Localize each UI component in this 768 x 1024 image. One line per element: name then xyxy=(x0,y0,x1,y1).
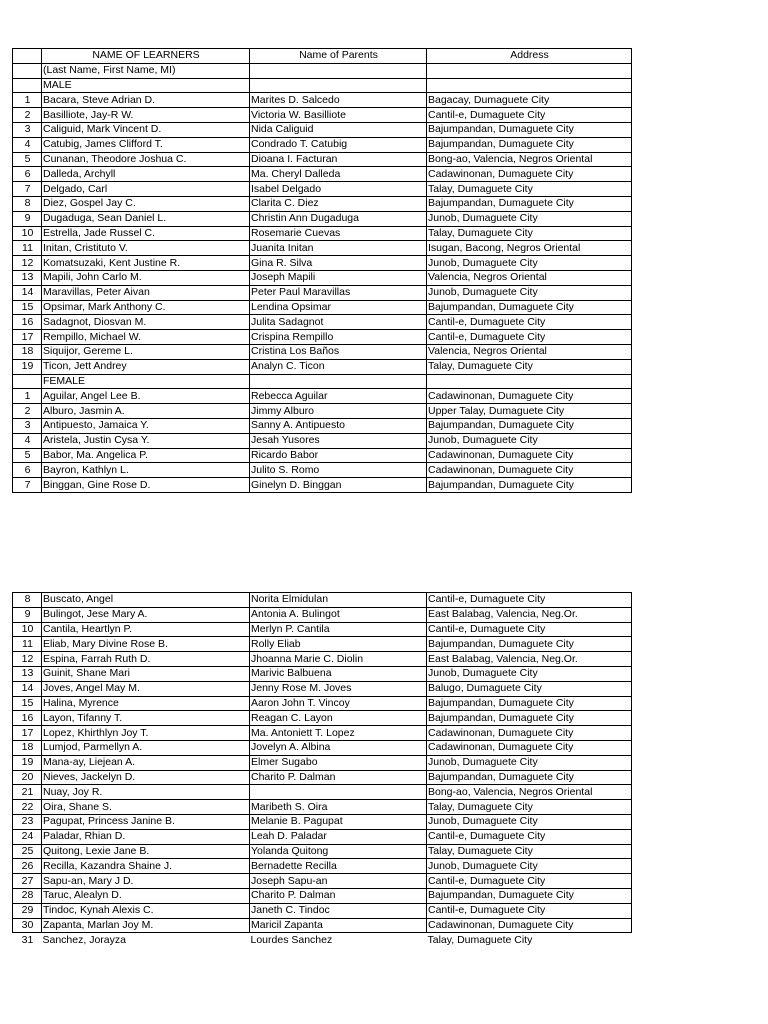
parent-name: Julito S. Romo xyxy=(250,463,427,478)
parent-name: Sanny A. Antipuesto xyxy=(250,418,427,433)
row-number: 26 xyxy=(13,859,42,874)
row-number: 12 xyxy=(13,652,42,667)
row-number: 8 xyxy=(13,196,42,211)
parent-name: Yolanda Quitong xyxy=(250,844,427,859)
table-row xyxy=(13,888,632,903)
address: Junob, Dumaguete City xyxy=(427,211,632,226)
learner-name: Opsimar, Mark Anthony C. xyxy=(42,300,250,315)
parent-name: Maribeth S. Oira xyxy=(250,800,427,815)
learner-name: Cunanan, Theodore Joshua C. xyxy=(42,152,250,167)
parent-name: Charito P. Dalman xyxy=(250,770,427,785)
table-row xyxy=(13,241,632,256)
address: Junob, Dumaguete City xyxy=(427,666,632,681)
table-row xyxy=(13,681,632,696)
row-number: 15 xyxy=(13,300,42,315)
row-number: 12 xyxy=(13,256,42,271)
parent-name: Elmer Sugabo xyxy=(250,755,427,770)
parent-name: Victoria W. Basilliote xyxy=(250,108,427,123)
row-number: 29 xyxy=(13,903,42,918)
table-row xyxy=(13,448,632,463)
parent-name: Jovelyn A. Albina xyxy=(250,740,427,755)
address: Junob, Dumaguete City xyxy=(427,433,632,448)
address: Bajumpandan, Dumaguete City xyxy=(427,637,632,652)
parent-name: Rebecca Aguilar xyxy=(250,389,427,404)
row-number: 27 xyxy=(13,874,42,889)
header-number-cell xyxy=(13,49,42,64)
address: Cadawinonan, Dumaguete City xyxy=(427,167,632,182)
table-row xyxy=(13,478,632,493)
table-row xyxy=(13,740,632,755)
parent-name: Lourdes Sanchez xyxy=(250,933,427,947)
learner-name: Ticon, Jett Andrey xyxy=(42,359,250,374)
empty-cell xyxy=(427,374,632,389)
learner-name: Joves, Angel May M. xyxy=(42,681,250,696)
learner-name: Guinit, Shane Mari xyxy=(42,666,250,681)
learner-name: Aristela, Justin Cysa Y. xyxy=(42,433,250,448)
parent-name: Crispina Rempillo xyxy=(250,330,427,345)
learner-name: Rempillo, Michael W. xyxy=(42,330,250,345)
parent-name: Joseph Mapili xyxy=(250,270,427,285)
parent-name: Rosemarie Cuevas xyxy=(250,226,427,241)
address: Talay, Dumaguete City xyxy=(427,226,632,241)
table-row xyxy=(13,903,632,918)
address: Bong-ao, Valencia, Negros Oriental xyxy=(427,152,632,167)
parent-name: Jesah Yusores xyxy=(250,433,427,448)
parent-name: Joseph Sapu-an xyxy=(250,874,427,889)
table-row xyxy=(13,755,632,770)
parent-name: Isabel Delgado xyxy=(250,182,427,197)
address: Bajumpandan, Dumaguete City xyxy=(427,196,632,211)
learner-name: Mapili, John Carlo M. xyxy=(42,270,250,285)
learner-name: Lumjod, Parmellyn A. xyxy=(42,740,250,755)
parent-name: Merlyn P. Cantila xyxy=(250,622,427,637)
table-row xyxy=(13,300,632,315)
address: Cadawinonan, Dumaguete City xyxy=(427,389,632,404)
parent-name: Dioana I. Facturan xyxy=(250,152,427,167)
row-number: 17 xyxy=(13,330,42,345)
row-number: 17 xyxy=(13,726,42,741)
table-row xyxy=(13,330,632,345)
table-row xyxy=(13,211,632,226)
header-format-row xyxy=(13,63,632,78)
row-number: 3 xyxy=(13,122,42,137)
learner-name: Alburo, Jasmin A. xyxy=(42,404,250,419)
row-number: 4 xyxy=(13,137,42,152)
address: Cantil-e, Dumaguete City xyxy=(427,315,632,330)
learner-name: Espina, Farrah Ruth D. xyxy=(42,652,250,667)
address: Bagacay, Dumaguete City xyxy=(427,93,632,108)
parent-name: Christin Ann Dugaduga xyxy=(250,211,427,226)
learners-table-top-body xyxy=(13,49,632,493)
parent-name: Norita Elmidulan xyxy=(250,593,427,608)
header-name-format: (Last Name, First Name, MI) xyxy=(42,63,250,78)
parent-name: Ginelyn D. Binggan xyxy=(250,478,427,493)
group-label-female: FEMALE xyxy=(42,374,250,389)
address: Junob, Dumaguete City xyxy=(427,859,632,874)
parent-name: Janeth C. Tindoc xyxy=(250,903,427,918)
learner-name: Caliguid, Mark Vincent D. xyxy=(42,122,250,137)
address: Cadawinonan, Dumaguete City xyxy=(427,463,632,478)
address: Bajumpandan, Dumaguete City xyxy=(427,696,632,711)
table-row xyxy=(13,315,632,330)
address: Cadawinonan, Dumaguete City xyxy=(427,918,632,933)
address: Junob, Dumaguete City xyxy=(427,256,632,271)
parent-name xyxy=(250,785,427,800)
learner-name: Cantila, Heartlyn P. xyxy=(42,622,250,637)
address: Cantil-e, Dumaguete City xyxy=(427,108,632,123)
address: Cadawinonan, Dumaguete City xyxy=(427,448,632,463)
address: Junob, Dumaguete City xyxy=(427,755,632,770)
address: Talay, Dumaguete City xyxy=(427,844,632,859)
row-number: 14 xyxy=(13,285,42,300)
row-number: 6 xyxy=(13,463,42,478)
parent-name: Gina R. Silva xyxy=(250,256,427,271)
learners-table-bottom xyxy=(12,592,632,947)
learner-name: Bulingot, Jese Mary A. xyxy=(42,607,250,622)
address: Bajumpandan, Dumaguete City xyxy=(427,418,632,433)
learner-name: Antipuesto, Jamaica Y. xyxy=(42,418,250,433)
parent-name: Ma. Antoniett T. Lopez xyxy=(250,726,427,741)
address: Bajumpandan, Dumaguete City xyxy=(427,300,632,315)
row-number: 14 xyxy=(13,681,42,696)
learner-name: Sanchez, Jorayza xyxy=(42,933,250,947)
parent-name: Peter Paul Maravillas xyxy=(250,285,427,300)
learner-name: Nuay, Joy R. xyxy=(42,785,250,800)
row-number: 7 xyxy=(13,478,42,493)
parent-name: Condrado T. Catubig xyxy=(250,137,427,152)
learner-name: Basilliote, Jay-R W. xyxy=(42,108,250,123)
table-row xyxy=(13,785,632,800)
table-row xyxy=(13,770,632,785)
table-row xyxy=(13,433,632,448)
learner-name: Catubig, James Clifford T. xyxy=(42,137,250,152)
row-number: 6 xyxy=(13,167,42,182)
row-number: 25 xyxy=(13,844,42,859)
parent-name: Nida Caliguid xyxy=(250,122,427,137)
group-label-male: MALE xyxy=(42,78,250,93)
address: Bajumpandan, Dumaguete City xyxy=(427,711,632,726)
header-parent-name: Name of Parents xyxy=(250,49,427,64)
learner-name: Initan, Cristituto V. xyxy=(42,241,250,256)
row-number: 16 xyxy=(13,315,42,330)
table-row xyxy=(13,182,632,197)
parent-name: Julita Sadagnot xyxy=(250,315,427,330)
row-number: 19 xyxy=(13,755,42,770)
address: Balugo, Dumaguete City xyxy=(427,681,632,696)
address: Cantil-e, Dumaguete City xyxy=(427,330,632,345)
row-number: 9 xyxy=(13,211,42,226)
parent-name: Bernadette Recilla xyxy=(250,859,427,874)
learners-table-top xyxy=(12,48,632,493)
header-row xyxy=(13,49,632,64)
table-row xyxy=(13,196,632,211)
learner-name: Estrella, Jade Russel C. xyxy=(42,226,250,241)
learner-name: Delgado, Carl xyxy=(42,182,250,197)
row-number: 15 xyxy=(13,696,42,711)
address: Upper Talay, Dumaguete City xyxy=(427,404,632,419)
address: Valencia, Negros Oriental xyxy=(427,270,632,285)
address: Cantil-e, Dumaguete City xyxy=(427,622,632,637)
table-row xyxy=(13,652,632,667)
row-number: 1 xyxy=(13,93,42,108)
table-row xyxy=(13,344,632,359)
learner-name: Binggan, Gine Rose D. xyxy=(42,478,250,493)
table-row xyxy=(13,844,632,859)
address: Bajumpandan, Dumaguete City xyxy=(427,770,632,785)
row-number: 23 xyxy=(13,814,42,829)
table-row xyxy=(13,285,632,300)
learner-name: Quitong, Lexie Jane B. xyxy=(42,844,250,859)
table-row xyxy=(13,359,632,374)
learner-name: Halina, Myrence xyxy=(42,696,250,711)
group-row-male xyxy=(13,78,632,93)
learner-name: Maravillas, Peter Aivan xyxy=(42,285,250,300)
learner-name: Oira, Shane S. xyxy=(42,800,250,815)
empty-cell xyxy=(250,374,427,389)
learner-name: Komatsuzaki, Kent Justine R. xyxy=(42,256,250,271)
table-row xyxy=(13,270,632,285)
address: Bajumpandan, Dumaguete City xyxy=(427,122,632,137)
learner-name: Sapu-an, Mary J D. xyxy=(42,874,250,889)
address: Talay, Dumaguete City xyxy=(427,359,632,374)
row-number: 5 xyxy=(13,152,42,167)
parent-name: Clarita C. Diez xyxy=(250,196,427,211)
table-row xyxy=(13,137,632,152)
parent-name: Juanita Initan xyxy=(250,241,427,256)
row-number: 5 xyxy=(13,448,42,463)
parent-name: Cristina Los Baños xyxy=(250,344,427,359)
row-number: 10 xyxy=(13,622,42,637)
parent-name: Charito P. Dalman xyxy=(250,888,427,903)
learner-name: Babor, Ma. Angelica P. xyxy=(42,448,250,463)
address: East Balabag, Valencia, Neg.Or. xyxy=(427,607,632,622)
parent-name: Jenny Rose M. Joves xyxy=(250,681,427,696)
learner-name: Diez, Gospel Jay C. xyxy=(42,196,250,211)
table-row xyxy=(13,622,632,637)
row-number: 10 xyxy=(13,226,42,241)
learner-name: Pagupat, Princess Janine B. xyxy=(42,814,250,829)
address: Talay, Dumaguete City xyxy=(427,933,632,947)
table-row xyxy=(13,829,632,844)
learner-name: Sadagnot, Diosvan M. xyxy=(42,315,250,330)
learner-name: Buscato, Angel xyxy=(42,593,250,608)
row-number: 19 xyxy=(13,359,42,374)
learner-name: Bacara, Steve Adrian D. xyxy=(42,93,250,108)
row-number: 11 xyxy=(13,241,42,256)
parent-name: Marivic Balbuena xyxy=(250,666,427,681)
table-row xyxy=(13,711,632,726)
group-number-cell xyxy=(13,374,42,389)
address: Talay, Dumaguete City xyxy=(427,182,632,197)
learners-table-bottom-body xyxy=(13,593,632,948)
parent-name: Rolly Eliab xyxy=(250,637,427,652)
address: Cadawinonan, Dumaguete City xyxy=(427,740,632,755)
table-row xyxy=(13,108,632,123)
learner-name: Dalleda, Archyll xyxy=(42,167,250,182)
address: Cadawinonan, Dumaguete City xyxy=(427,726,632,741)
table-row xyxy=(13,918,632,933)
row-number: 4 xyxy=(13,433,42,448)
table-row xyxy=(13,593,632,608)
address: Cantil-e, Dumaguete City xyxy=(427,593,632,608)
learner-name: Siquijor, Gereme L. xyxy=(42,344,250,359)
group-row-female xyxy=(13,374,632,389)
row-number: 11 xyxy=(13,637,42,652)
parent-name: Aaron John T. Vincoy xyxy=(250,696,427,711)
parent-name: Leah D. Paladar xyxy=(250,829,427,844)
learner-name: Paladar, Rhian D. xyxy=(42,829,250,844)
row-number: 21 xyxy=(13,785,42,800)
table-row xyxy=(13,93,632,108)
address: East Balabag, Valencia, Neg.Or. xyxy=(427,652,632,667)
row-number: 9 xyxy=(13,607,42,622)
address: Valencia, Negros Oriental xyxy=(427,344,632,359)
address: Isugan, Bacong, Negros Oriental xyxy=(427,241,632,256)
table-row xyxy=(13,800,632,815)
learner-name: Tindoc, Kynah Alexis C. xyxy=(42,903,250,918)
row-number: 28 xyxy=(13,888,42,903)
table-row xyxy=(13,933,632,947)
address: Bajumpandan, Dumaguete City xyxy=(427,888,632,903)
parent-name: Antonia A. Bulingot xyxy=(250,607,427,622)
table-row xyxy=(13,389,632,404)
row-number: 13 xyxy=(13,270,42,285)
group-number-cell xyxy=(13,78,42,93)
row-number: 24 xyxy=(13,829,42,844)
parent-name: Analyn C. Ticon xyxy=(250,359,427,374)
header-address: Address xyxy=(427,49,632,64)
table-row xyxy=(13,637,632,652)
learner-name: Nieves, Jackelyn D. xyxy=(42,770,250,785)
empty-cell xyxy=(427,78,632,93)
table-row xyxy=(13,152,632,167)
table-row xyxy=(13,607,632,622)
address: Bajumpandan, Dumaguete City xyxy=(427,478,632,493)
address: Talay, Dumaguete City xyxy=(427,800,632,815)
parent-name: Lendina Opsimar xyxy=(250,300,427,315)
learner-name: Layon, Tifanny T. xyxy=(42,711,250,726)
table-row xyxy=(13,859,632,874)
address: Junob, Dumaguete City xyxy=(427,814,632,829)
parent-name: Melanie B. Pagupat xyxy=(250,814,427,829)
table-row xyxy=(13,726,632,741)
parent-name: Ma. Cheryl Dalleda xyxy=(250,167,427,182)
row-number: 7 xyxy=(13,182,42,197)
row-number: 1 xyxy=(13,389,42,404)
header-number-cell xyxy=(13,63,42,78)
row-number: 13 xyxy=(13,666,42,681)
learner-name: Eliab, Mary Divine Rose B. xyxy=(42,637,250,652)
table-row xyxy=(13,666,632,681)
header-learner-name: NAME OF LEARNERS xyxy=(42,49,250,64)
empty-cell xyxy=(250,78,427,93)
learner-name: Recilla, Kazandra Shaine J. xyxy=(42,859,250,874)
learner-name: Mana-ay, Liejean A. xyxy=(42,755,250,770)
row-number: 22 xyxy=(13,800,42,815)
address: Cantil-e, Dumaguete City xyxy=(427,903,632,918)
row-number: 31 xyxy=(13,933,42,947)
table-row xyxy=(13,418,632,433)
learner-name: Zapanta, Marlan Joy M. xyxy=(42,918,250,933)
row-number: 16 xyxy=(13,711,42,726)
parent-name: Reagan C. Layon xyxy=(250,711,427,726)
table-row xyxy=(13,874,632,889)
row-number: 3 xyxy=(13,418,42,433)
address: Cantil-e, Dumaguete City xyxy=(427,874,632,889)
table-row xyxy=(13,696,632,711)
row-number: 2 xyxy=(13,404,42,419)
address: Bong-ao, Valencia, Negros Oriental xyxy=(427,785,632,800)
table-row xyxy=(13,814,632,829)
parent-name: Jimmy Alburo xyxy=(250,404,427,419)
learner-name: Bayron, Kathlyn L. xyxy=(42,463,250,478)
address: Cantil-e, Dumaguete City xyxy=(427,829,632,844)
empty-cell xyxy=(250,63,427,78)
learner-name: Taruc, Alealyn D. xyxy=(42,888,250,903)
row-number: 2 xyxy=(13,108,42,123)
table-row xyxy=(13,122,632,137)
table-row xyxy=(13,463,632,478)
table-row xyxy=(13,226,632,241)
address: Junob, Dumaguete City xyxy=(427,285,632,300)
parent-name: Maricil Zapanta xyxy=(250,918,427,933)
learner-name: Lopez, Khirthlyn Joy T. xyxy=(42,726,250,741)
row-number: 18 xyxy=(13,740,42,755)
table-row xyxy=(13,167,632,182)
row-number: 20 xyxy=(13,770,42,785)
row-number: 8 xyxy=(13,593,42,608)
parent-name: Marites D. Salcedo xyxy=(250,93,427,108)
parent-name: Ricardo Babor xyxy=(250,448,427,463)
learner-name: Aguilar, Angel Lee B. xyxy=(42,389,250,404)
learner-name: Dugaduga, Sean Daniel L. xyxy=(42,211,250,226)
empty-cell xyxy=(427,63,632,78)
table-row xyxy=(13,404,632,419)
table-row xyxy=(13,256,632,271)
address: Bajumpandan, Dumaguete City xyxy=(427,137,632,152)
row-number: 30 xyxy=(13,918,42,933)
parent-name: Jhoanna Marie C. Diolin xyxy=(250,652,427,667)
row-number: 18 xyxy=(13,344,42,359)
